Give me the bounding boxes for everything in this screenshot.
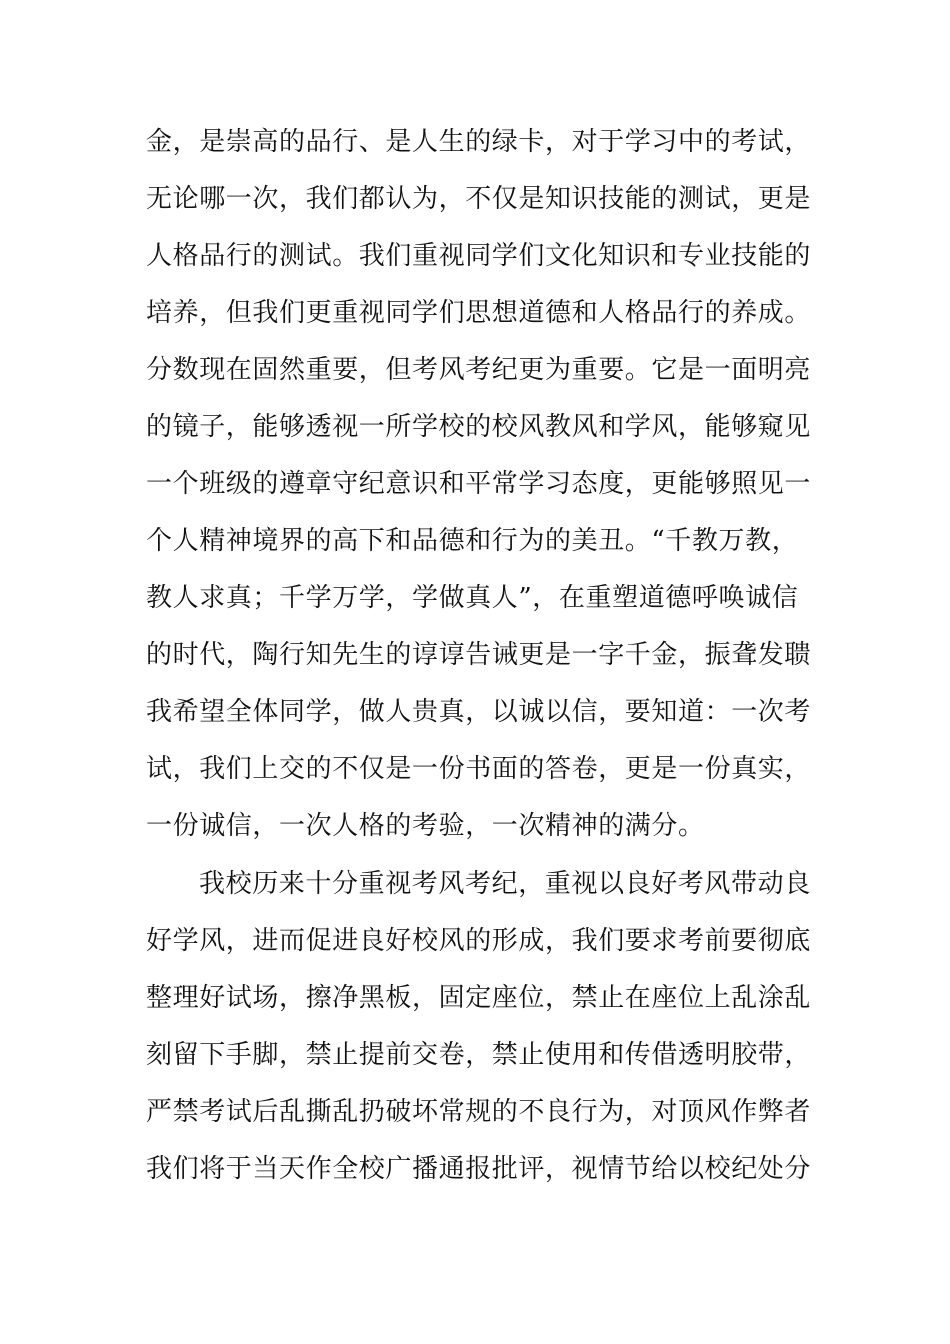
- paragraph-1-line-9: 教人求真；千学万学，学做真人”，在重塑道德呼唤诚信: [146, 583, 799, 613]
- paragraph-1-line-12: 试，我们上交的不仅是一份书面的答卷，更是一份真实，: [146, 754, 812, 784]
- paragraph-2-line-6: 我们将于当天作全校广播通报批评，视情节给以校纪处分: [146, 1154, 812, 1184]
- paragraph-1-line-2: 无论哪一次，我们都认为，不仅是知识技能的测试，更是: [146, 184, 812, 214]
- paragraph-1-line-1: 金，是崇高的品行、是人生的绿卡，对于学习中的考试，: [146, 127, 812, 157]
- paragraph-1-line-11: 我希望全体同学，做人贵真，以诚以信，要知道：一次考: [146, 697, 812, 727]
- paragraph-1-line-13: 一份诚信，一次人格的考验，一次精神的满分。: [146, 811, 705, 841]
- paragraph-2-line-3: 整理好试场，擦净黑板，固定座位，禁止在座位上乱涂乱: [146, 983, 812, 1013]
- paragraph-2-line-2: 好学风，进而促进良好校风的形成，我们要求考前要彻底: [146, 926, 812, 956]
- paragraph-2-line-4: 刻留下手脚，禁止提前交卷，禁止使用和传借透明胶带，: [146, 1040, 812, 1070]
- paragraph-1-line-5: 分数现在固然重要，但考风考纪更为重要。它是一面明亮: [146, 355, 812, 385]
- paragraph-1-line-7: 一个班级的遵章守纪意识和平常学习态度，更能够照见一: [146, 469, 812, 499]
- paragraph-2-line-1: 我校历来十分重视考风考纪，重视以良好考风带动良: [199, 869, 811, 899]
- paragraph-1-line-6: 的镜子，能够透视一所学校的校风教风和学风，能够窥见: [146, 412, 812, 442]
- paragraph-2-line-5: 严禁考试后乱撕乱扔破坏常规的不良行为，对顶风作弊者: [146, 1097, 812, 1127]
- paragraph-1-line-3: 人格品行的测试。我们重视同学们文化知识和专业技能的: [146, 241, 812, 271]
- paragraph-1-line-10: 的时代，陶行知先生的谆谆告诫更是一字千金，振聋发聩: [146, 640, 812, 670]
- paragraph-1-line-4: 培养，但我们更重视同学们思想道德和人格品行的养成。: [146, 298, 812, 328]
- paragraph-1-line-8: 个人精神境界的高下和品德和行为的美丑。“千教万教，: [146, 526, 799, 556]
